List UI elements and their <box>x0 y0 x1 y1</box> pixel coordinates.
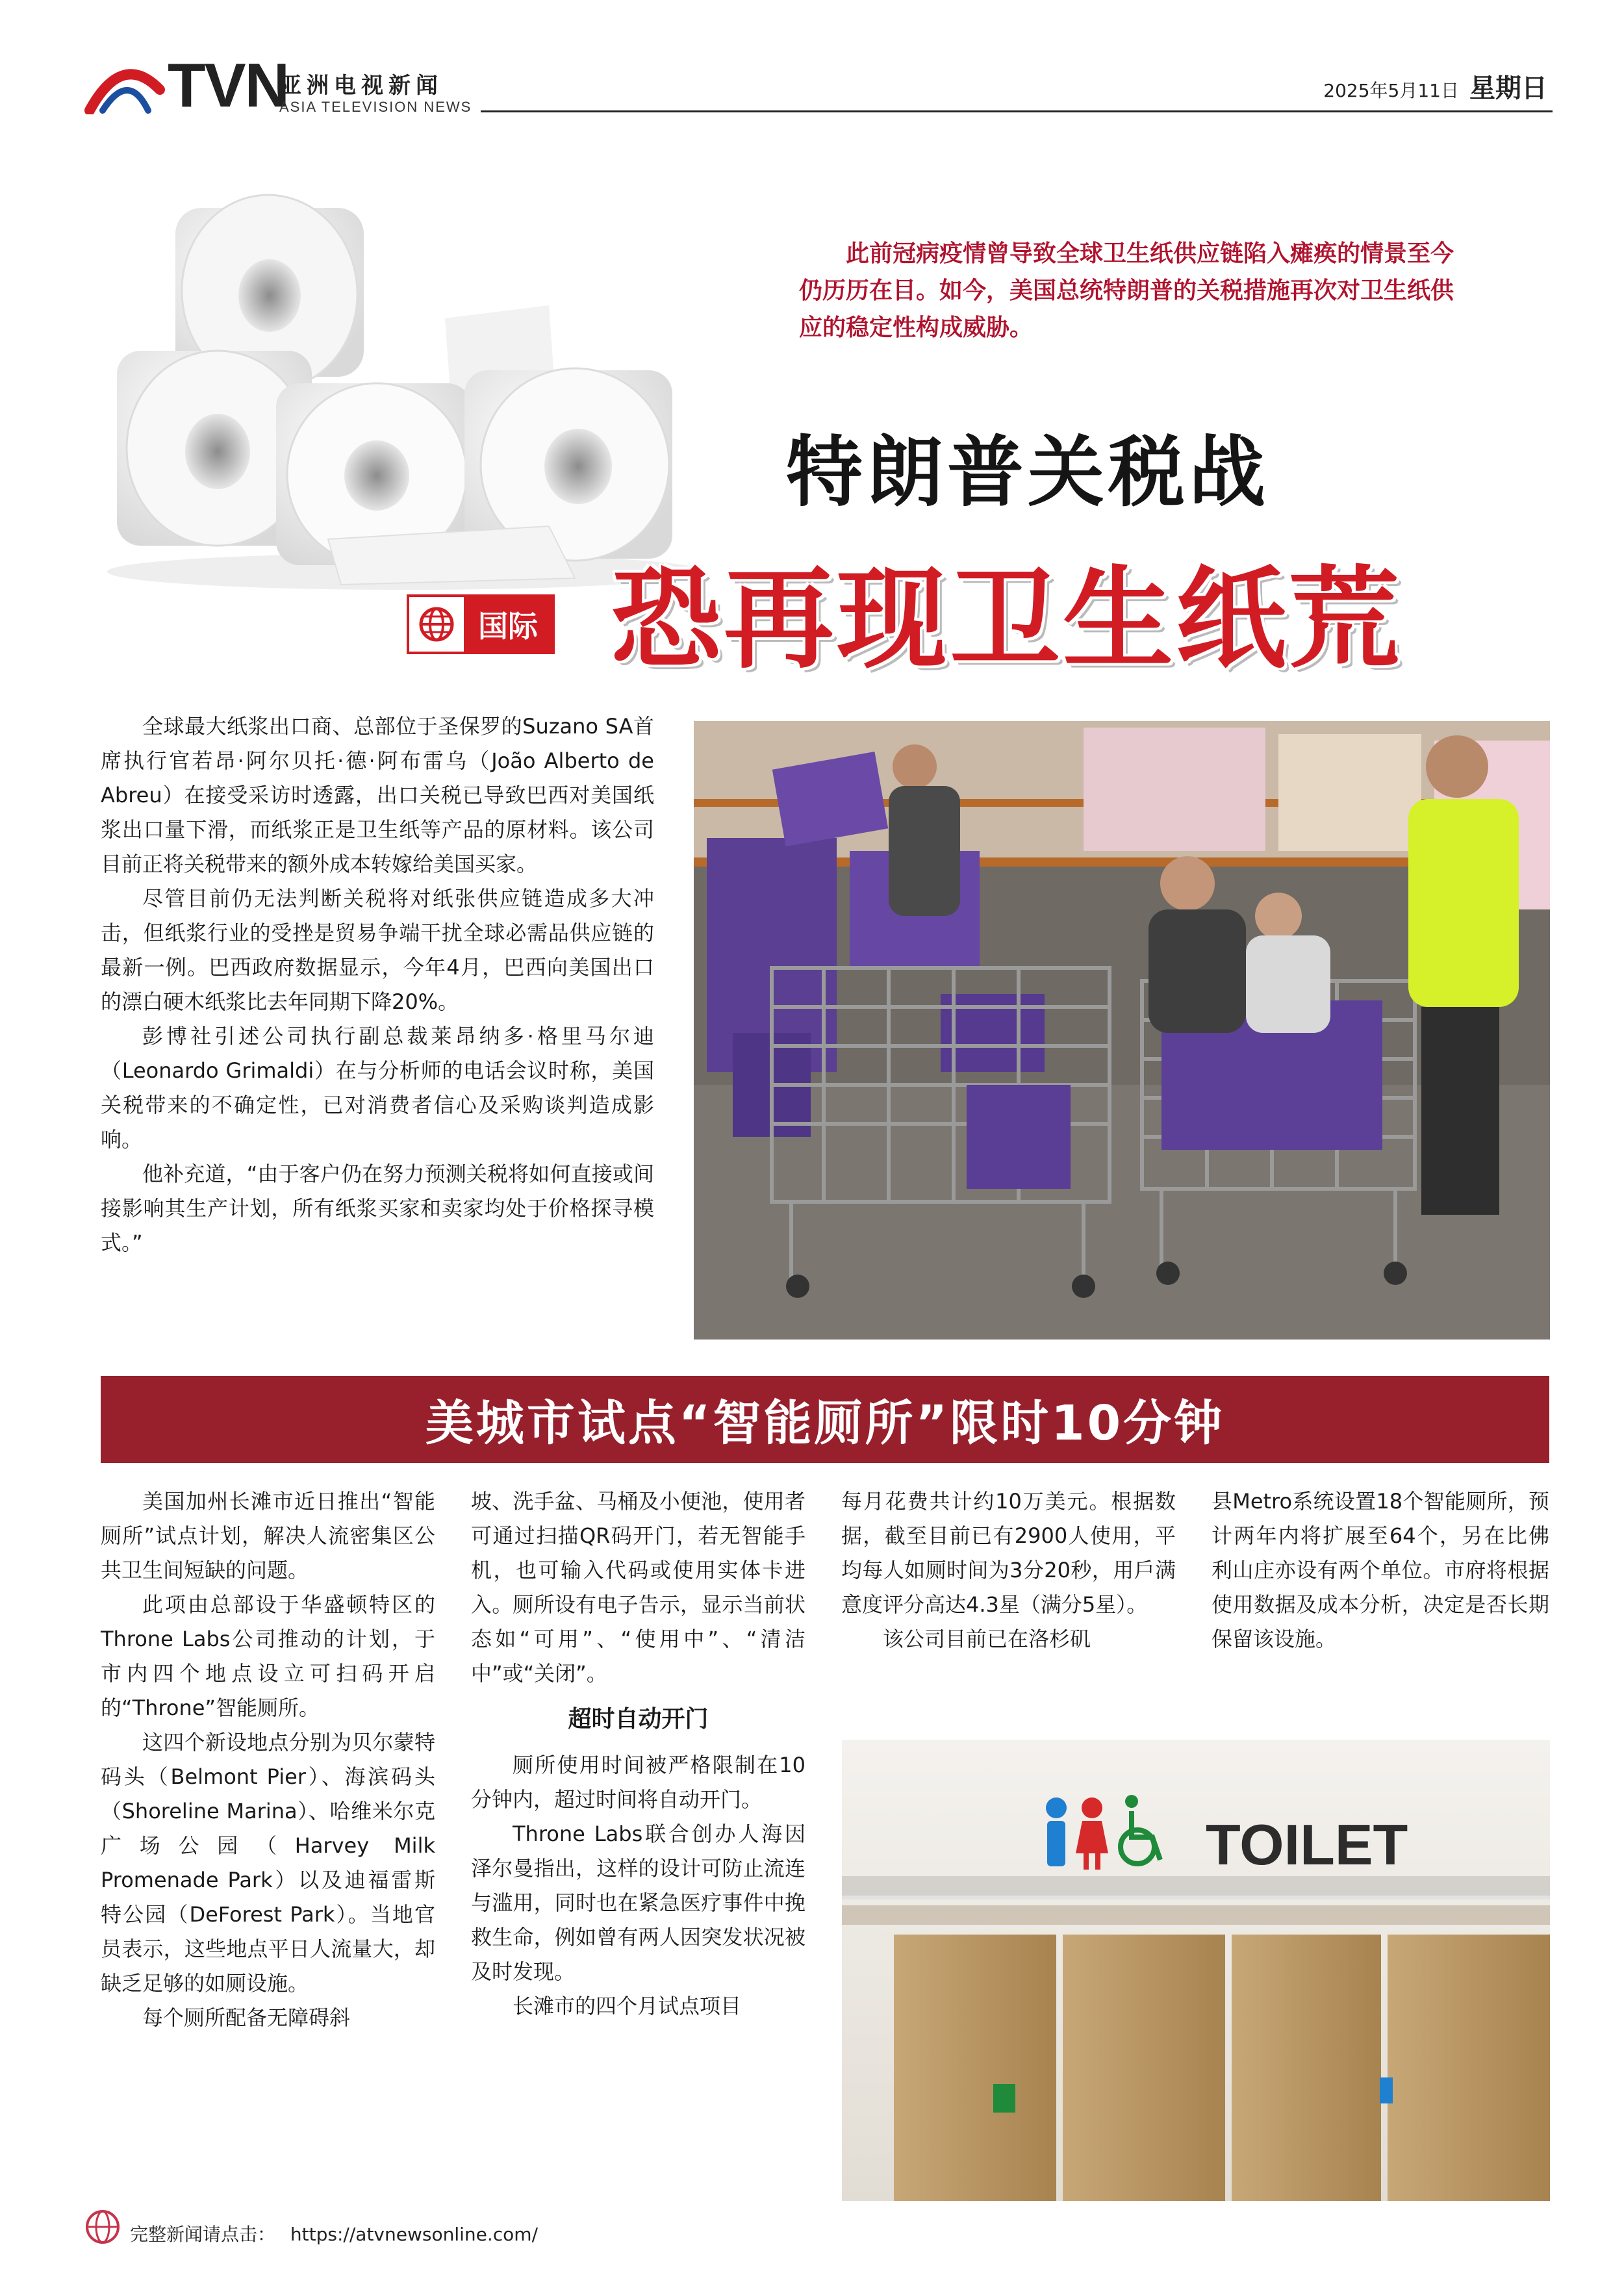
article2-paragraph: 坡、洗手盆、马桶及小便池，使用者可通过扫描QR码开门，若无智能手机，也可输入代码或使用实体卡进入。厕所设有电子告示，显示当前状态如“可用”、“使用中”、“清洁中”或“关闭”。 <box>471 1489 806 1686</box>
article2-col2 <box>471 1484 806 2024</box>
article1-paragraph: 全球最大纸浆出口商、总部位于圣保罗的Suzano SA首席执行官若昂·阿尔贝托·德·阿布雷乌（João Alberto de Abreu）在接受采访时透露，出口关税已导致巴西对美国纸浆出口量下滑，而纸浆正是卫生纸等产品的原材料。该公司目前正将关税带来的额外成本转嫁给美国买家。 <box>101 714 654 876</box>
headline-line1: 特朗普关税战 <box>786 427 1270 517</box>
footer <box>130 2220 538 2246</box>
weekday-text: 星期日 <box>1469 73 1547 103</box>
footer-link[interactable]: https://atvnewsonline.com/ <box>290 2224 538 2245</box>
brand-name-cn: 亚洲电视新闻 <box>279 73 443 99</box>
article1-paragraph: 尽管目前仍无法判断关税将对纸张供应链造成多大冲击，但纸浆行业的受挫是贸易争端干扰全球必需品供应链的最新一例。巴西政府数据显示，今年4月，巴西向美国出口的漂白硬木纸浆比去年同期下降20%。 <box>101 886 654 1014</box>
section-badge-label: 国际 <box>478 609 538 644</box>
lead-paragraph: 此前冠病疫情曾导致全球卫生纸供应链陷入瘫痪的情景至今仍历历在目。如今，美国总统特朗普的关税措施再次对卫生纸供应的稳定性构成威胁。 <box>799 240 1454 341</box>
article2-paragraph: 厕所使用时间被严格限制在10分钟内，超过时间将自动开门。 <box>471 1753 806 1812</box>
toilet-paper-image <box>55 175 731 591</box>
article2-paragraph: 长滩市的四个月试点项目 <box>513 1994 742 2018</box>
article2-paragraph: 县Metro系统设置18个智能厕所，预计两年内将扩展至64个，另在比佛利山庄亦设有两个单位。市府将根据使用数据及成本分析，决定是否长期保留该设施。 <box>1212 1489 1549 1651</box>
issue-date <box>1323 68 1547 105</box>
footer-label: 完整新闻请点击： <box>130 2224 276 2245</box>
article1-body <box>101 709 654 1260</box>
toilet-sign-text: TOILET <box>1206 1812 1408 1877</box>
date-text: 2025年5月11日 <box>1323 80 1459 101</box>
article2-paragraph: 这四个新设地点分别为贝尔蒙特码头（Belmont Pier）、海滨码头（Shoreline Marina）、哈维米尔克广场公园（Harvey Milk Promenade Park）以及迪福雷斯特公园（DeForest Park）。当地官员表示，这些地点平日人流量大，却缺乏足够的如厕设施。 <box>101 1730 435 1996</box>
header-rule <box>481 110 1553 112</box>
article2-paragraph: 该公司目前已在洛杉矶 <box>883 1627 1091 1651</box>
article2-col4 <box>1212 1484 1549 1657</box>
globe-link-icon <box>83 2207 122 2246</box>
section-banner: 美城市试点“智能厕所”限时10分钟 <box>101 1376 1549 1463</box>
brand-name-en: ASIA TELEVISION NEWS <box>279 99 472 115</box>
article2-paragraph: 每月花费共计约10万美元。根据数据，截至目前已有2900人使用，平均每人如厕时间为3分20秒，用戶满意度评分高达4.3星（满分5星）。 <box>841 1489 1176 1617</box>
shoppers-photo <box>694 721 1550 1340</box>
section-badge <box>407 594 555 654</box>
article2-paragraph: 此项由总部设于华盛顿特区的Throne Labs公司推动的计划，于市内四个地点设立可扫码开启的“Throne”智能厕所。 <box>101 1592 435 1720</box>
article1-paragraph: 彭博社引述公司执行副总裁莱昂纳多·格里马尔迪（Leonardo Grimaldi）在与分析师的电话会议时称，美国关税带来的不确定性，已对消费者信心及采购谈判造成影响。 <box>101 1024 654 1152</box>
atvn-logo-icon <box>83 64 168 114</box>
toilet-sign-photo <box>842 1740 1550 2201</box>
article2-col1 <box>101 1484 435 2035</box>
article2-paragraph: 美国加州长滩市近日推出“智能厕所”试点计划，解决人流密集区公共卫生间短缺的问题。 <box>101 1489 435 1582</box>
article2-subhead: 超时自动开门 <box>568 1706 709 1733</box>
logo-wordmark: TVN <box>168 51 288 120</box>
headline-line2: 恐再现卫生纸荒 <box>611 555 1402 684</box>
article2-paragraph: 每个厕所配备无障碍斜 <box>142 2005 351 2030</box>
article1-paragraph: 他补充道，“由于客户仍在努力预测关税将如何直接或间接影响其生产计划，所有纸浆买家和卖家均处于价格探寻模式。” <box>101 1162 654 1255</box>
globe-icon <box>417 605 456 644</box>
article2-paragraph: Throne Labs联合创办人海因泽尔曼指出，这样的设计可防止流连与滥用，同时也在紧急医疗事件中挽救生命，例如曾有两人因突发状况被及时发现。 <box>471 1822 806 1984</box>
article2-col3 <box>841 1484 1176 1657</box>
